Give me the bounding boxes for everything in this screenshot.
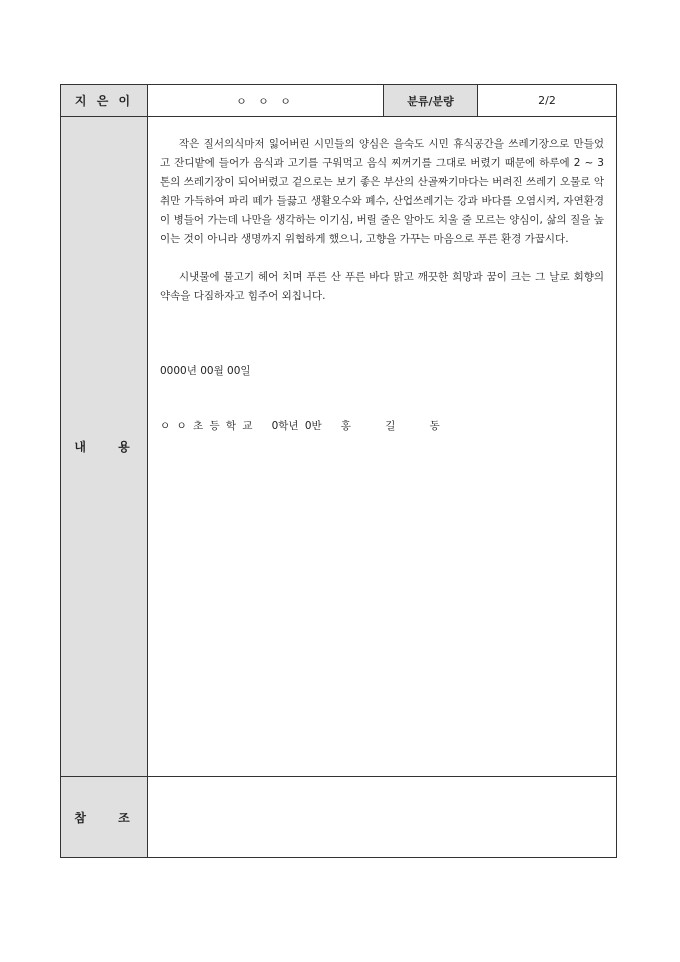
category-value: 2/2 [538, 94, 556, 107]
document-form [60, 84, 617, 858]
author-value: ㅇ ㅇ ㅇ [148, 85, 384, 116]
content-paragraph-1: 작은 질서의식마저 잃어버린 시민들의 양심은 을숙도 시민 휴식공간을 쓰레기장으로 만들었고 잔디밭에 들어가 음식과 고기를 구워먹고 음식 찌꺼기를 그대로 버렸기 때문에 하루에 2 ~ 3톤의 쓰레기장이 되어버렸고 겉으로는 보기 좋은 부산의 산골짜기마다는 버려진 쓰레기 오물로 악취만 가득하여 파리 떼가 들끓고 생활오수와 폐수, 산업쓰레기는 강과 바다를 오염시켜, 자연환경이 병들어 가는데 나만을 생각하는 이기심, 버릴 줄은 알아도 치울 줄 모르는 양심이, 삶의 질을 높이는 것이 아니라 생명까지 위협하게 했으니, 고향을 가꾸는 마음으로 푸른 환경 가꿉시다. [160, 138, 604, 245]
content-row [61, 117, 616, 777]
content-body [148, 117, 616, 776]
signature-line [160, 417, 604, 436]
content-paragraph-2: 시냇물에 물고기 헤어 치며 푸른 산 푸른 바다 맑고 깨끗한 희망과 꿈이 크는 그 날로 회향의 약속을 다짐하자고 힘주어 외칩니다. [160, 271, 604, 302]
date-line: 0000년 00월 00일 [160, 365, 251, 377]
class-name: 0학년 0반 [271, 420, 322, 432]
author-label: 지 은 이 [61, 85, 148, 116]
school-name: ㅇ ㅇ 초 등 학 교 [160, 420, 253, 432]
student-name: 홍 길 동 [340, 420, 454, 432]
content-label: 내 용 [61, 117, 148, 776]
reference-value [148, 777, 616, 857]
header-row [61, 85, 616, 117]
reference-row [61, 777, 616, 857]
reference-label: 참 조 [61, 777, 148, 857]
category-label: 분류/분량 [384, 85, 478, 116]
